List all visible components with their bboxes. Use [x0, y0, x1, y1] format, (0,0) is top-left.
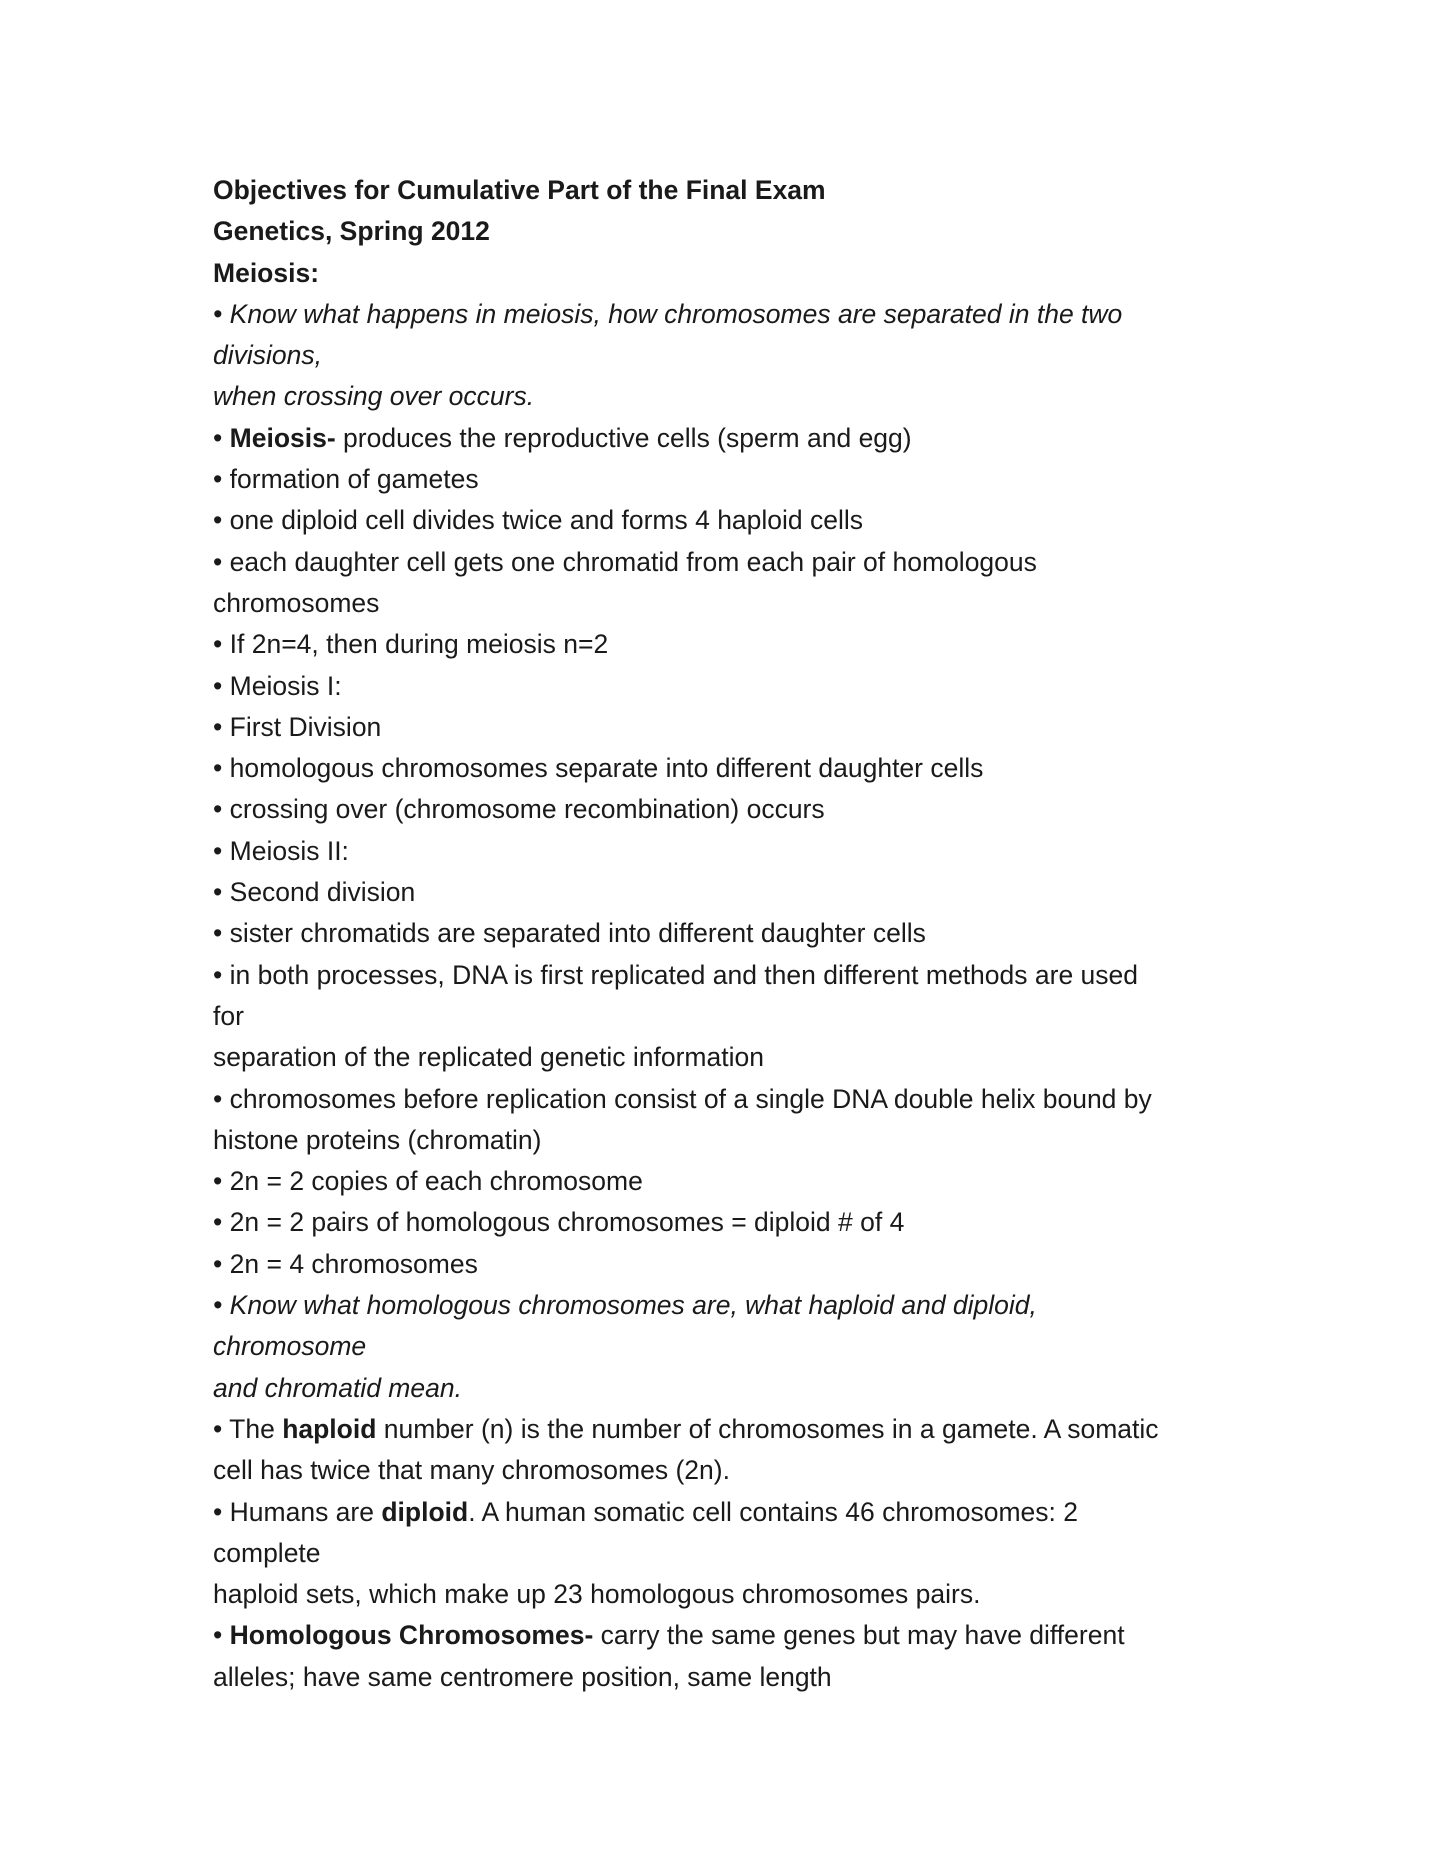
- text-line: alleles; have same centromere position, same length: [213, 1661, 832, 1692]
- bullet-line: • 2n = 4 chromosomes: [213, 1248, 478, 1279]
- objective-line: chromosome: [213, 1331, 367, 1362]
- bullet-line: • in both processes, DNA is first replicated and then different methods are used: [213, 959, 1139, 990]
- bullet-line: • 2n = 2 pairs of homologous chromosomes = diploid # of 4: [213, 1207, 905, 1238]
- bold-term: Homologous Chromosomes-: [229, 1620, 594, 1651]
- document-title: Objectives for Cumulative Part of the Final Exam: [213, 175, 826, 205]
- bullet-line: • Meiosis I:: [213, 670, 342, 701]
- text-line: for: [213, 1000, 244, 1031]
- objective-line: and chromatid mean.: [213, 1372, 462, 1403]
- bullet-line: • each daughter cell gets one chromatid from each pair of homologous: [213, 546, 1037, 577]
- bullet-line: [213, 418, 1263, 459]
- text-line: haploid sets, which make up 23 homologous chromosomes pairs.: [213, 1579, 981, 1610]
- text-line: histone proteins (chromatin): [213, 1124, 542, 1155]
- bullet: •: [213, 1620, 230, 1651]
- document-subtitle: Genetics, Spring 2012: [213, 216, 490, 247]
- objective-line: • Know what happens in meiosis, how chromosomes are separated in the two: [213, 298, 1123, 329]
- bullet-line: [213, 1409, 1263, 1450]
- text-line: complete: [213, 1537, 321, 1568]
- bullet: •: [213, 422, 230, 453]
- bullet-line: • Meiosis II:: [213, 835, 349, 866]
- bullet-line: • chromosomes before replication consist of a single DNA double helix bound by: [213, 1083, 1152, 1114]
- text-line: cell has twice that many chromosomes (2n).: [213, 1455, 730, 1486]
- text-run: • The: [213, 1413, 283, 1444]
- bullet-line: • homologous chromosomes separate into different daughter cells: [213, 753, 984, 784]
- objective-line: divisions,: [213, 340, 322, 371]
- bullet-line: • Second division: [213, 877, 416, 908]
- text-run: . A human somatic cell contains 46 chromosomes: 2: [468, 1496, 1078, 1527]
- text-run: • Humans are: [213, 1496, 382, 1527]
- objective-line: • Know what homologous chromosomes are, what haploid and diploid,: [213, 1290, 1037, 1321]
- bullet-line: • First Division: [213, 711, 382, 742]
- section-heading: Meiosis:: [213, 257, 320, 288]
- text-line: chromosomes: [213, 587, 380, 618]
- bullet-line: [213, 1492, 1263, 1533]
- bullet-line: • sister chromatids are separated into different daughter cells: [213, 918, 926, 949]
- text-run: number (n) is the number of chromosomes in a gamete. A somatic: [376, 1413, 1159, 1444]
- bullet-line: [213, 1615, 1263, 1656]
- document-page: [213, 170, 1263, 1698]
- objective-line: when crossing over occurs.: [213, 381, 535, 412]
- text-line: separation of the replicated genetic information: [213, 1042, 764, 1073]
- bold-term: haploid: [282, 1413, 377, 1444]
- bold-term: diploid: [381, 1496, 469, 1527]
- text-run: produces the reproductive cells (sperm and egg): [335, 422, 912, 453]
- bullet-line: • one diploid cell divides twice and forms 4 haploid cells: [213, 505, 864, 536]
- bullet-line: • formation of gametes: [213, 464, 479, 495]
- bullet-line: • 2n = 2 copies of each chromosome: [213, 1166, 643, 1197]
- text-run: carry the same genes but may have different: [593, 1620, 1125, 1651]
- bullet-line: • If 2n=4, then during meiosis n=2: [213, 629, 609, 660]
- bold-term: Meiosis-: [229, 422, 336, 453]
- bullet-line: • crossing over (chromosome recombination) occurs: [213, 794, 825, 825]
